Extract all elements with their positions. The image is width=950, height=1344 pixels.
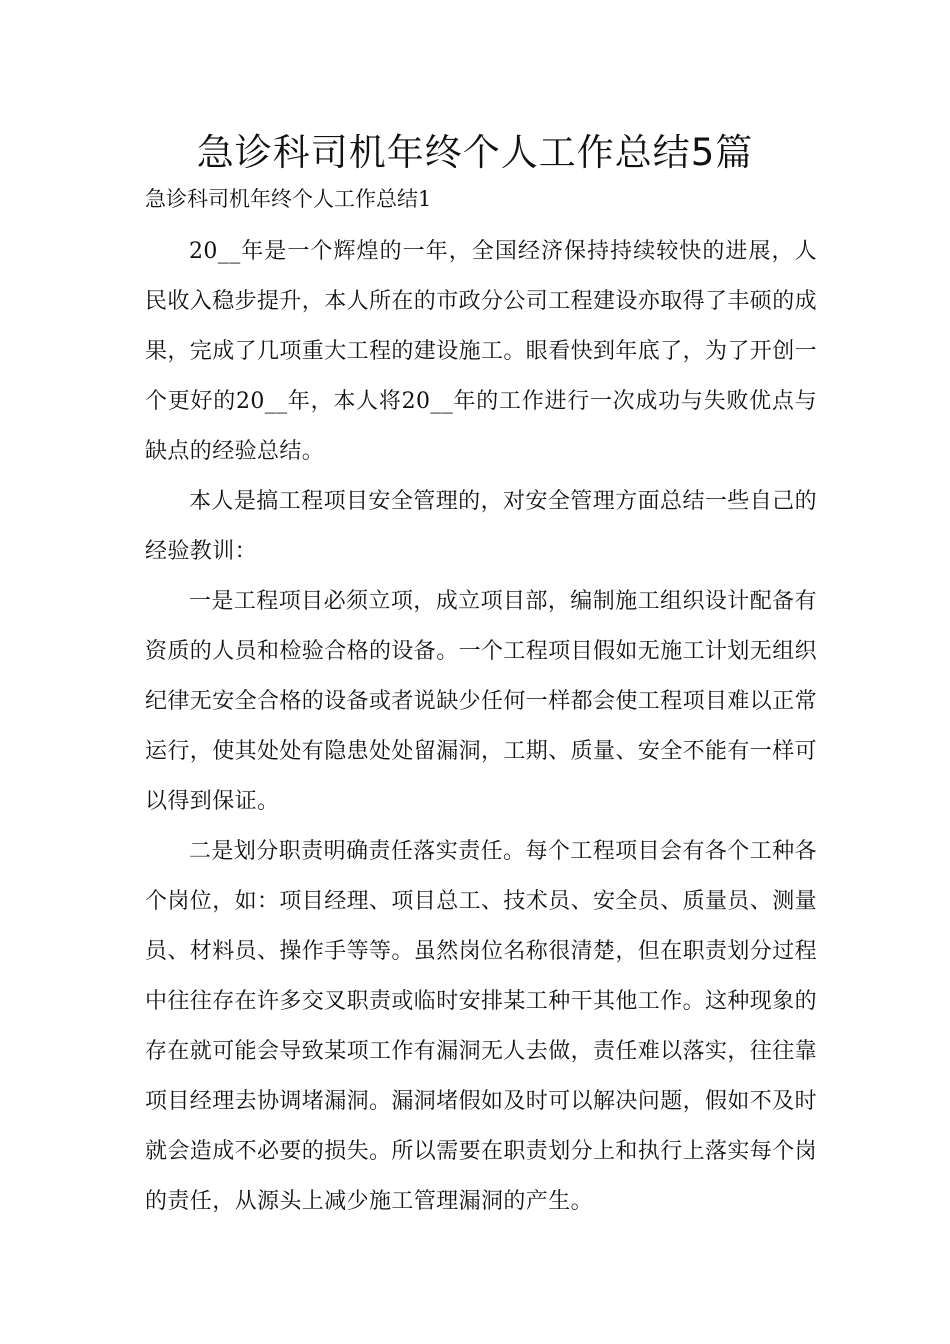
document-title: 急诊科司机年终个人工作总结5篇 — [196, 131, 754, 174]
document-body — [145, 227, 817, 1227]
paragraph-safety-management: 本人是搞工程项目安全管理的，对安全管理方面总结一些自己的经验教训： — [145, 489, 817, 564]
paragraph-point-one: 一是工程项目必须立项，成立项目部，编制施工组织设计配备有资质的人员和检验合格的设备。一个工程项目假如无施工计划无组织纪律无安全合格的设备或者说缺少任何一样都会使工程项目难以正常运行，使其处处有隐患处处留漏洞，工期、质量、安全不能有一样可以得到保证。 — [145, 589, 818, 814]
paragraph-point-two: 二是划分职责明确责任落实责任。每个工程项目会有各个工种各个岗位，如：项目经理、项目总工、技术员、安全员、质量员、测量员、材料员、操作手等等。虽然岗位名称很清楚，但在职责划分过程中往往存在许多交叉职责或临时安排某工种干其他工作。这种现象的存在就可能会导致某项工作有漏洞无人去做，责任难以落实，往往靠项目经理去协调堵漏洞。漏洞堵假如及时可以解决问题，假如不及时就会造成不必要的损失。所以需要在职责划分上和执行上落实每个岗的责任，从源头上减少施工管理漏洞的产生。 — [145, 839, 818, 1214]
paragraph-intro: 20__年是一个辉煌的一年，全国经济保持持续较快的进展，人民收入稳步提升，本人所在的市政分公司工程建设亦取得了丰硕的成果，完成了几项重大工程的建设施工。眼看快到年底了，为了开创一个更好的20__年，本人将20__年的工作进行一次成功与失败优点与缺点的经验总结。 — [145, 239, 818, 464]
section-heading: 急诊科司机年终个人工作总结1 — [145, 187, 432, 211]
